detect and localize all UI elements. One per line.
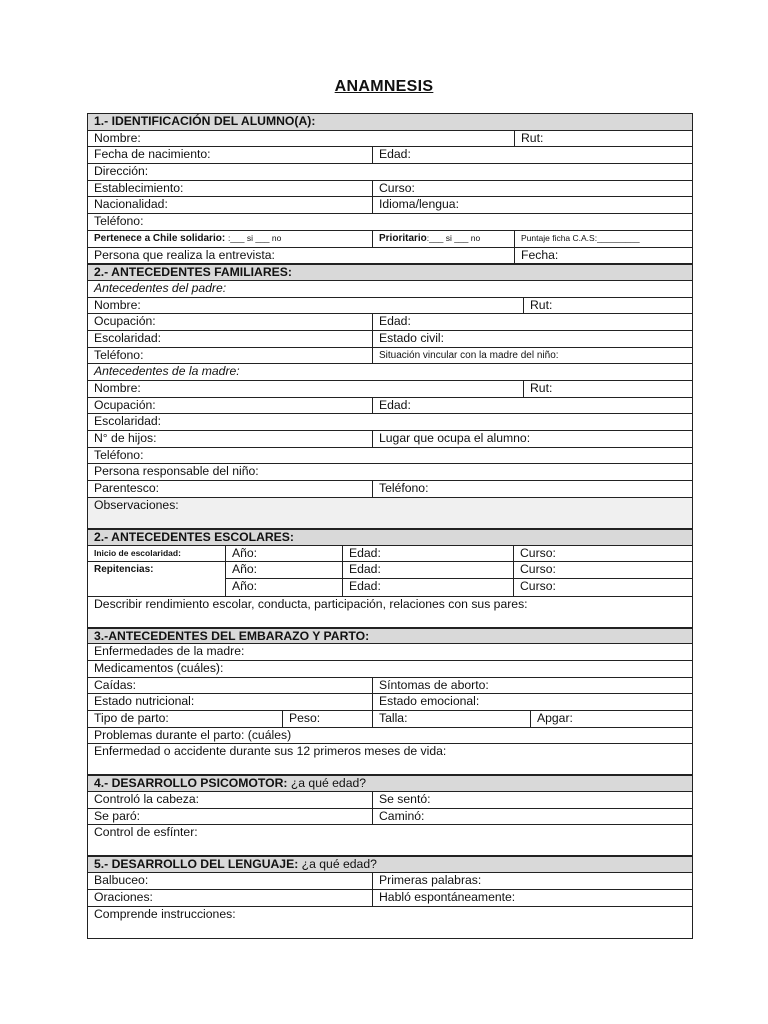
field-padre-escolaridad[interactable]: Escolaridad: bbox=[88, 331, 373, 347]
field-primeras-palabras[interactable]: Primeras palabras: bbox=[379, 873, 482, 888]
section-lenguaje-header: 5.- DESARROLLO DEL LENGUAJE: ¿a qué edad? bbox=[88, 856, 692, 873]
row-medicamentos bbox=[88, 661, 692, 678]
escolaridad-block bbox=[88, 546, 692, 597]
field-madre-edad[interactable]: Edad: bbox=[379, 397, 411, 412]
field-fecha-nacimiento[interactable]: Fecha de nacimiento: bbox=[88, 147, 373, 163]
field-curso-1[interactable]: Curso: bbox=[520, 545, 556, 560]
field-madre-escolaridad[interactable]: Escolaridad: bbox=[94, 414, 162, 429]
field-madre-telefono[interactable]: Teléfono: bbox=[94, 447, 144, 462]
row-observaciones bbox=[88, 498, 692, 529]
field-padre-telefono[interactable]: Teléfono: bbox=[88, 348, 373, 364]
row-chile-solidario bbox=[88, 231, 692, 248]
field-apgar[interactable]: Apgar: bbox=[537, 711, 573, 725]
field-telefono[interactable]: Teléfono: bbox=[94, 214, 144, 229]
field-curso[interactable]: Curso: bbox=[379, 180, 415, 195]
row-control-esfinter bbox=[88, 825, 692, 856]
field-enfermedades-madre[interactable]: Enfermedades de la madre: bbox=[94, 644, 245, 659]
field-estado-emocional[interactable]: Estado emocional: bbox=[379, 694, 480, 709]
row-madre-ocupacion bbox=[88, 398, 692, 415]
field-curso-3[interactable]: Curso: bbox=[520, 578, 556, 593]
row-se-paro bbox=[88, 809, 692, 826]
row-balbuceo bbox=[88, 873, 692, 890]
field-peso[interactable]: Peso: bbox=[283, 711, 373, 727]
row-nombre bbox=[88, 131, 692, 148]
field-entrevistador[interactable]: Persona que realiza la entrevista: bbox=[88, 248, 515, 264]
field-describir-rendimiento[interactable]: Describir rendimiento escolar, conducta, participación, relaciones con sus pares: bbox=[94, 596, 528, 611]
escolar-row-2 bbox=[226, 562, 692, 579]
field-n-hijos[interactable]: N° de hijos: bbox=[88, 431, 373, 447]
field-puntaje-cas[interactable]: Puntaje ficha C.A.S:_________ bbox=[521, 232, 640, 243]
row-enfermedad-12-meses bbox=[88, 744, 692, 775]
field-parentesco[interactable]: Parentesco: bbox=[88, 481, 373, 497]
field-padre-rut[interactable]: Rut: bbox=[530, 297, 553, 312]
field-padre-edad[interactable]: Edad: bbox=[379, 314, 411, 329]
field-padre-nombre[interactable]: Nombre: bbox=[88, 298, 524, 314]
row-nacionalidad bbox=[88, 197, 692, 214]
field-tipo-parto[interactable]: Tipo de parto: bbox=[88, 711, 283, 727]
field-problemas-parto[interactable]: Problemas durante el parto: (cuáles) bbox=[94, 727, 292, 742]
row-madre-escolaridad bbox=[88, 414, 692, 431]
field-nombre[interactable]: Nombre: bbox=[88, 131, 515, 147]
field-comprende-instrucciones[interactable]: Comprende instrucciones: bbox=[94, 906, 236, 921]
field-sintomas-aborto[interactable]: Síntomas de aborto: bbox=[379, 677, 489, 692]
row-establecimiento bbox=[88, 181, 692, 198]
field-edad-3[interactable]: Edad: bbox=[343, 579, 514, 596]
section-psicomotor-header: 4.- DESARROLLO PSICOMOTOR: ¿a qué edad? bbox=[88, 775, 692, 792]
field-idioma[interactable]: Idioma/lengua: bbox=[379, 197, 459, 212]
field-chile-solidario[interactable]: Pertenece a Chile solidario: :___ si ___ no bbox=[88, 231, 373, 247]
field-ano-1[interactable]: Año: bbox=[226, 546, 343, 562]
padre-subheading: Antecedentes del padre: bbox=[94, 280, 227, 295]
field-fecha[interactable]: Fecha: bbox=[521, 247, 559, 262]
field-responsable-telefono[interactable]: Teléfono: bbox=[379, 481, 429, 496]
field-oraciones[interactable]: Oraciones: bbox=[88, 890, 373, 906]
field-ano-2[interactable]: Año: bbox=[226, 562, 343, 578]
row-padre-label bbox=[88, 281, 692, 298]
field-padre-estado-civil[interactable]: Estado civil: bbox=[379, 330, 445, 345]
section-escolares-header: 2.- ANTECEDENTES ESCOLARES: bbox=[88, 529, 692, 546]
row-oraciones bbox=[88, 890, 692, 907]
row-estado-nutricional bbox=[88, 694, 692, 711]
escolar-row-3 bbox=[226, 579, 692, 596]
field-padre-ocupacion[interactable]: Ocupación: bbox=[88, 314, 373, 330]
madre-subheading: Antecedentes de la madre: bbox=[94, 364, 240, 379]
field-rut[interactable]: Rut: bbox=[521, 130, 544, 145]
field-ano-3[interactable]: Año: bbox=[226, 579, 343, 596]
section-embarazo-header: 3.-ANTECEDENTES DEL EMBARAZO Y PARTO: bbox=[88, 628, 692, 645]
row-controlo-cabeza bbox=[88, 792, 692, 809]
row-responsable bbox=[88, 464, 692, 481]
row-describir-rendimiento bbox=[88, 597, 692, 628]
field-talla[interactable]: Talla: bbox=[373, 711, 531, 727]
field-se-sento[interactable]: Se sentó: bbox=[379, 792, 431, 807]
section-2-header: 2.- ANTECEDENTES FAMILIARES: bbox=[88, 264, 692, 281]
inicio-escolaridad-label: Inicio de escolaridad: bbox=[88, 546, 225, 563]
row-tipo-parto bbox=[88, 711, 692, 728]
field-camino[interactable]: Caminó: bbox=[379, 808, 425, 823]
escolar-row-1 bbox=[226, 546, 692, 563]
field-edad-2[interactable]: Edad: bbox=[343, 562, 514, 578]
field-lugar-alumno[interactable]: Lugar que ocupa el alumno: bbox=[379, 431, 531, 446]
field-observaciones[interactable]: Observaciones: bbox=[94, 497, 179, 512]
field-curso-2[interactable]: Curso: bbox=[520, 562, 556, 577]
field-se-paro[interactable]: Se paró: bbox=[88, 809, 373, 825]
field-enfermedad-12-meses[interactable]: Enfermedad o accidente durante sus 12 primeros meses de vida: bbox=[94, 744, 447, 759]
row-madre-nombre bbox=[88, 381, 692, 398]
row-madre-telefono bbox=[88, 448, 692, 465]
field-edad[interactable]: Edad: bbox=[379, 147, 411, 162]
row-direccion bbox=[88, 164, 692, 181]
repitencias-label: Repitencias: bbox=[94, 564, 154, 576]
row-entrevista bbox=[88, 248, 692, 265]
field-control-esfinter[interactable]: Control de esfínter: bbox=[94, 825, 198, 840]
field-establecimiento[interactable]: Establecimiento: bbox=[88, 181, 373, 197]
row-telefono bbox=[88, 214, 692, 231]
row-parentesco bbox=[88, 481, 692, 498]
row-padre-ocupacion bbox=[88, 314, 692, 331]
field-caidas[interactable]: Caídas: bbox=[88, 678, 373, 694]
field-balbuceo[interactable]: Balbuceo: bbox=[88, 873, 373, 889]
field-madre-nombre[interactable]: Nombre: bbox=[88, 381, 524, 397]
field-madre-ocupacion[interactable]: Ocupación: bbox=[88, 398, 373, 414]
field-medicamentos[interactable]: Medicamentos (cuáles): bbox=[94, 660, 224, 675]
section-1-header: 1.- IDENTIFICACIÓN DEL ALUMNO(A): bbox=[88, 114, 692, 131]
field-edad-1[interactable]: Edad: bbox=[343, 546, 514, 562]
row-madre-label bbox=[88, 364, 692, 381]
row-fecha-nacimiento bbox=[88, 147, 692, 164]
field-nacionalidad[interactable]: Nacionalidad: bbox=[88, 197, 373, 213]
field-prioritario[interactable]: Prioritario:___ si ___ no bbox=[373, 231, 515, 247]
row-comprende-instrucciones bbox=[88, 907, 692, 938]
row-caidas bbox=[88, 678, 692, 695]
field-responsable[interactable]: Persona responsable del niño: bbox=[94, 464, 259, 479]
anamnesis-form bbox=[87, 113, 693, 939]
field-controlo-cabeza[interactable]: Controló la cabeza: bbox=[88, 792, 373, 808]
field-madre-rut[interactable]: Rut: bbox=[530, 381, 553, 395]
row-n-hijos bbox=[88, 431, 692, 448]
page-title: ANAMNESIS bbox=[334, 78, 434, 95]
row-padre-nombre bbox=[88, 298, 692, 315]
field-hablo-espontaneamente[interactable]: Habló espontáneamente: bbox=[379, 889, 516, 904]
field-estado-nutricional[interactable]: Estado nutricional: bbox=[88, 694, 373, 710]
row-enfermedades-madre bbox=[88, 644, 692, 661]
row-problemas-parto bbox=[88, 728, 692, 745]
row-padre-telefono bbox=[88, 348, 692, 365]
field-direccion[interactable]: Dirección: bbox=[94, 164, 149, 179]
field-situacion-vincular[interactable]: Situación vincular con la madre del niño: bbox=[379, 349, 559, 361]
row-padre-escolaridad bbox=[88, 331, 692, 348]
